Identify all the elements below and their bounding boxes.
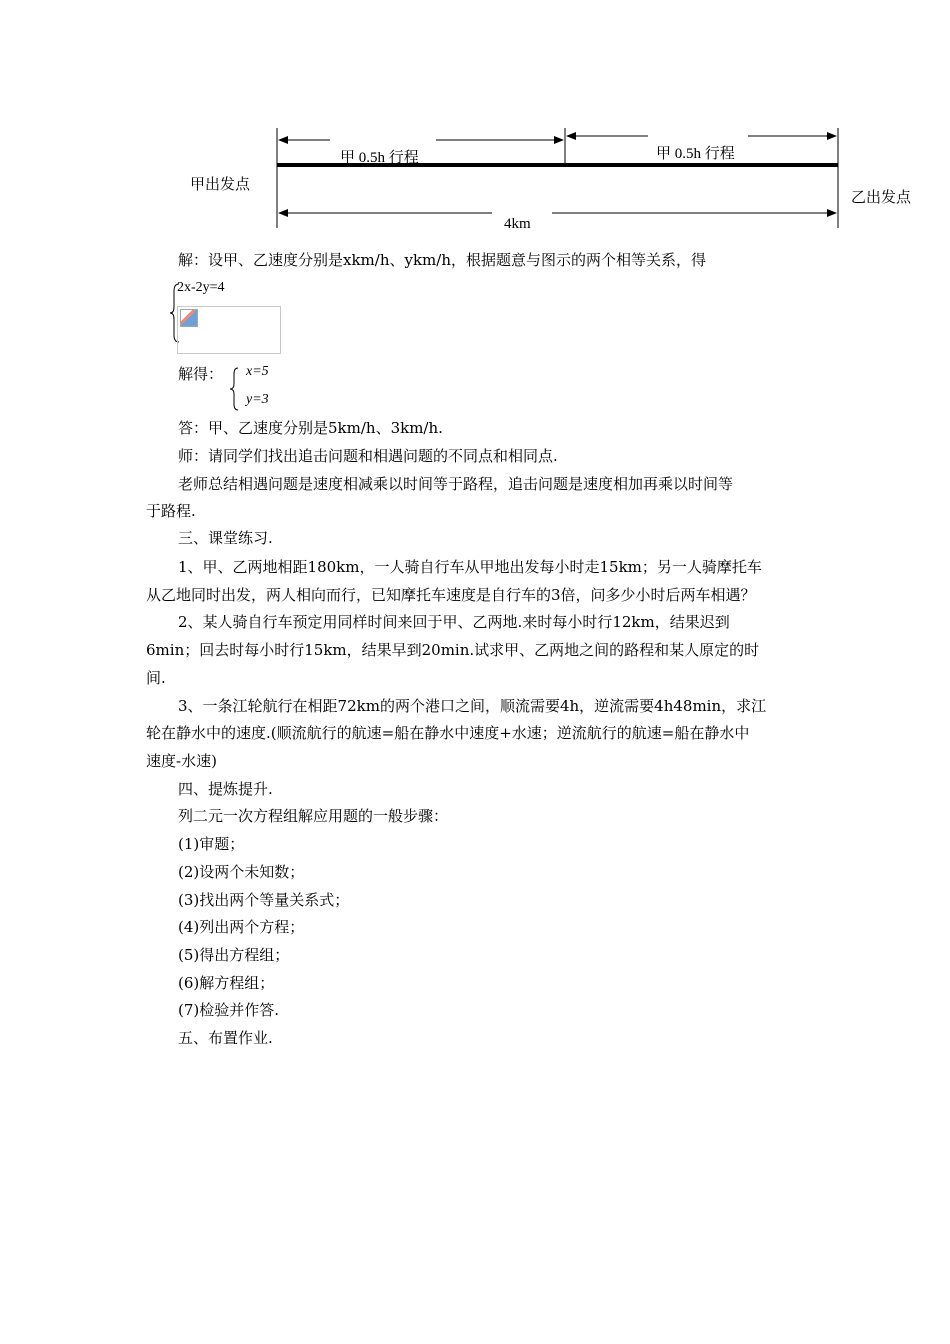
distance-diagram [0,0,950,240]
start-b-label: 乙出发点 [851,190,912,206]
refine-heading: 四、提炼提升. [178,780,273,798]
segment-a-label: 甲 0.5h 行程 [340,150,419,166]
step-2: (2)设两个未知数； [178,863,305,881]
step-3: (3)找出两个等量关系式； [178,891,350,909]
step-5: (5)得出方程组； [178,946,290,964]
q1-line-1: 1、甲、乙两地相距180km，一人骑自行车从甲地出发每小时走15km；另一人骑摩托车 [178,558,762,576]
result-x: x=5 [246,364,269,379]
summary-line-2: 于路程. [146,502,196,520]
equation-1: 2x-2y=4 [177,280,225,295]
broken-image-icon [180,309,198,327]
result-brace [229,367,239,411]
teacher-prompt: 师：请同学们找出追击问题和相遇问题的不同点和相同点. [178,447,558,465]
practice-heading: 三、课堂练习. [178,529,273,547]
equation-2-image [177,306,281,354]
q3-line-1: 3、一条江轮航行在相距72km的两个港口之间，顺流需要4h，逆流需要4h48min，求江 [178,697,767,715]
total-distance-label: 4km [504,216,531,232]
summary-line-1: 老师总结相遇问题是速度相减乘以时间等于路程，追击问题是速度相加再乘以时间等 [178,475,734,493]
homework-heading: 五、布置作业. [178,1029,273,1047]
q1-line-2: 从乙地同时出发，两人相向而行，已知摩托车速度是自行车的3倍，问多少小时后两车相遇？ [146,586,756,604]
q2-line-1: 2、某人骑自行车预定用同样时间来回于甲、乙两地.来时每小时行12km，结果迟到 [178,613,730,631]
start-a-label: 甲出发点 [190,177,251,193]
q2-line-3: 间. [146,669,166,687]
step-1: (1)审题； [178,835,245,853]
solved-label: 解得： [178,365,224,383]
step-7: (7)检验并作答. [178,1001,280,1019]
q3-line-3: 速度-水速) [146,752,217,770]
step-4: (4)列出两个方程； [178,918,305,936]
solution-intro: 解：设甲、乙速度分别是xkm/h、ykm/h，根据题意与图示的两个相等关系，得 [178,251,706,269]
step-6: (6)解方程组； [178,974,275,992]
segment-b-label: 甲 0.5h 行程 [656,146,735,162]
q3-line-2: 轮在静水中的速度.(顺流航行的航速=船在静水中速度+水速；逆流航行的航速=船在静水中 [146,724,750,742]
q2-line-2: 6min；回去时每小时行15km，结果早到20min.试求甲、乙两地之间的路程和某人原定的时 [146,641,760,659]
answer-line: 答：甲、乙速度分别是5km/h、3km/h. [178,419,443,437]
refine-intro: 列二元一次方程组解应用题的一般步骤： [178,807,449,825]
result-y: y=3 [246,392,269,407]
